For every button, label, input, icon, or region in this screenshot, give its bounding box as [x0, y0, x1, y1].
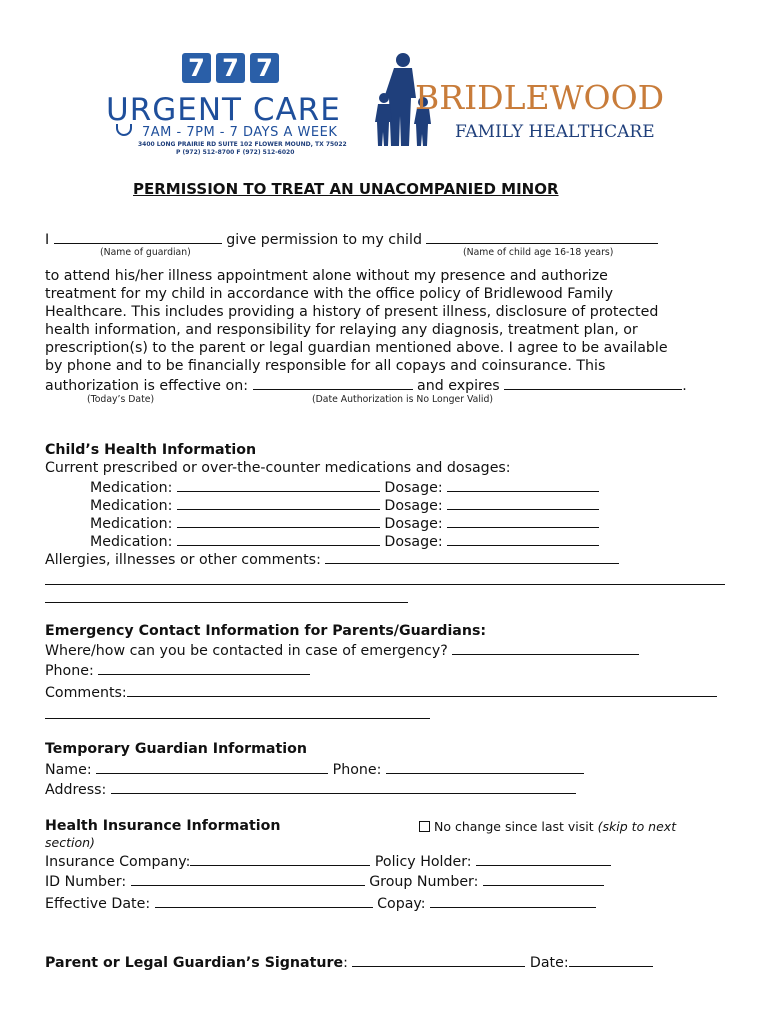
page-title: PERMISSION TO TREAT AN UNACOMPANIED MINOR — [133, 180, 559, 198]
effective-line — [45, 375, 687, 395]
group-number-field[interactable] — [483, 871, 604, 886]
medication-field[interactable] — [177, 495, 380, 510]
emergency-phone-field[interactable] — [98, 660, 310, 675]
copay-field[interactable] — [430, 893, 596, 908]
temp-name-field[interactable] — [96, 759, 328, 774]
insurance-company-row — [45, 851, 611, 871]
emergency-phone-label: Phone: — [45, 663, 94, 679]
temp-phone-field[interactable] — [386, 759, 584, 774]
paragraph-line: treatment for my child in accordance with the office policy of Bridlewood Family — [45, 286, 613, 302]
medication-label: Medication: — [90, 480, 173, 496]
medication-label: Medication: — [90, 516, 173, 532]
temp-guardian-address-row — [45, 779, 576, 799]
medication-field[interactable] — [177, 477, 380, 492]
effective-date-row — [45, 893, 596, 913]
child-name-field[interactable] — [426, 229, 658, 244]
urgent-care-hours: 7AM - 7PM - 7 DAYS A WEEK — [142, 125, 338, 140]
urgent-care-logo — [106, 50, 361, 160]
id-number-field[interactable] — [131, 871, 365, 886]
insurance-company-label: Insurance Company: — [45, 854, 191, 870]
id-number-row — [45, 871, 604, 891]
paragraph-line: to attend his/her illness appointment alone without my presence and authorize — [45, 268, 608, 284]
guardian-caption: (Name of guardian) — [100, 247, 191, 258]
health-subheading: Current prescribed or over-the-counter medications and dosages: — [45, 460, 511, 476]
medication-row — [90, 513, 599, 533]
emergency-heading: Emergency Contact Information for Parents/Guardians: — [45, 623, 487, 639]
paragraph-line: prescription(s) to the parent or legal guardian mentioned above. I agree to be available — [45, 340, 668, 356]
signature-label: Parent or Legal Guardian’s Signature — [45, 955, 344, 971]
logo-digit: 7 — [182, 53, 211, 83]
expire-date-field[interactable] — [504, 375, 682, 390]
medication-label: Medication: — [90, 534, 173, 550]
signature-date-field[interactable] — [569, 952, 653, 967]
group-number-label: Group Number: — [369, 874, 479, 890]
insurance-heading: Health Insurance Information — [45, 818, 281, 834]
allergies-line-3[interactable] — [45, 602, 408, 603]
emergency-phone-row — [45, 660, 310, 680]
paragraph-line: Healthcare. This includes providing a history of present illness, disclosure of protected — [45, 304, 659, 320]
logo-digit: 7 — [216, 53, 245, 83]
paragraph-line: by phone and to be financially responsible for all copays and coinsurance. This — [45, 358, 606, 374]
temp-phone-label: Phone: — [332, 762, 382, 778]
medication-row — [90, 495, 599, 515]
skip-note-continued: section) — [45, 835, 95, 850]
allergies-row — [45, 549, 619, 569]
stethoscope-icon — [116, 124, 132, 136]
give-permission-text: give permission to my child — [226, 232, 422, 248]
signature-date-label: Date: — [529, 955, 569, 971]
dosage-label: Dosage: — [384, 498, 443, 514]
temp-guardian-heading: Temporary Guardian Information — [45, 741, 307, 757]
urgent-care-title: URGENT CARE — [106, 92, 341, 128]
id-number-label: ID Number: — [45, 874, 127, 890]
no-change-option[interactable] — [419, 818, 676, 836]
skip-note: (skip to next — [597, 819, 677, 834]
insurance-effective-date-field[interactable] — [155, 893, 373, 908]
no-change-label: No change since last visit — [434, 819, 594, 834]
dosage-field[interactable] — [447, 495, 599, 510]
insurance-company-field[interactable] — [190, 851, 370, 866]
paragraph-line: health information, and responsibility for relaying any diagnosis, treatment plan, or — [45, 322, 638, 338]
temp-guardian-name-row — [45, 759, 584, 779]
health-heading: Child’s Health Information — [45, 442, 257, 458]
intro-paragraph — [45, 267, 687, 395]
intro-i: I — [45, 232, 50, 248]
temp-name-label: Name: — [45, 762, 92, 778]
signature-row — [45, 952, 653, 972]
today-caption: (Today’s Date) — [87, 394, 155, 405]
no-change-checkbox[interactable] — [419, 821, 430, 832]
emergency-question-row — [45, 640, 639, 660]
dosage-label: Dosage: — [384, 516, 443, 532]
effective-date-label: Effective Date: — [45, 896, 151, 912]
copay-label: Copay: — [377, 896, 426, 912]
policy-holder-label: Policy Holder: — [374, 854, 472, 870]
emergency-comments-line-2[interactable] — [45, 718, 430, 719]
expire-caption: (Date Authorization is No Longer Valid) — [312, 394, 494, 405]
medication-field[interactable] — [177, 531, 380, 546]
bridlewood-name: BRIDLEWOOD — [415, 78, 665, 117]
emergency-comments-field[interactable] — [127, 682, 717, 697]
emergency-comments-row — [45, 682, 717, 702]
dosage-label: Dosage: — [384, 534, 443, 550]
dosage-label: Dosage: — [384, 480, 443, 496]
allergies-field[interactable] — [325, 549, 619, 564]
medication-label: Medication: — [90, 498, 173, 514]
allergies-label: Allergies, illnesses or other comments: — [45, 552, 321, 568]
signature-field[interactable] — [352, 952, 525, 967]
urgent-care-phone: P (972) 512-8700 F (972) 512-6020 — [176, 149, 295, 156]
emergency-question: Where/how can you be contacted in case of emergency? — [45, 643, 448, 659]
emergency-comments-label: Comments: — [45, 685, 127, 701]
child-caption: (Name of child age 16-18 years) — [463, 247, 614, 258]
bridlewood-subtitle: FAMILY HEALTHCARE — [455, 122, 655, 142]
medication-row — [90, 477, 599, 497]
intro-line — [45, 229, 658, 249]
period: . — [682, 378, 687, 394]
and-expires-text: and expires — [417, 378, 500, 394]
temp-address-label: Address: — [45, 782, 107, 798]
dosage-field[interactable] — [447, 477, 599, 492]
signature-colon: : — [343, 955, 348, 971]
temp-address-field[interactable] — [111, 779, 576, 794]
dosage-field[interactable] — [447, 513, 599, 528]
allergies-line-2[interactable] — [45, 584, 725, 585]
urgent-care-address: 3400 LONG PRAIRIE RD SUITE 102 FLOWER MOUND, TX 75022 — [138, 141, 347, 148]
policy-holder-field[interactable] — [476, 851, 611, 866]
medication-field[interactable] — [177, 513, 380, 528]
emergency-contact-field[interactable] — [452, 640, 639, 655]
guardian-name-field[interactable] — [54, 229, 222, 244]
logo-digit: 7 — [250, 53, 279, 83]
medication-row — [90, 531, 599, 551]
effective-on-text: authorization is effective on: — [45, 378, 248, 394]
bridlewood-logo — [375, 50, 665, 150]
effective-date-field[interactable] — [253, 375, 413, 390]
dosage-field[interactable] — [447, 531, 599, 546]
